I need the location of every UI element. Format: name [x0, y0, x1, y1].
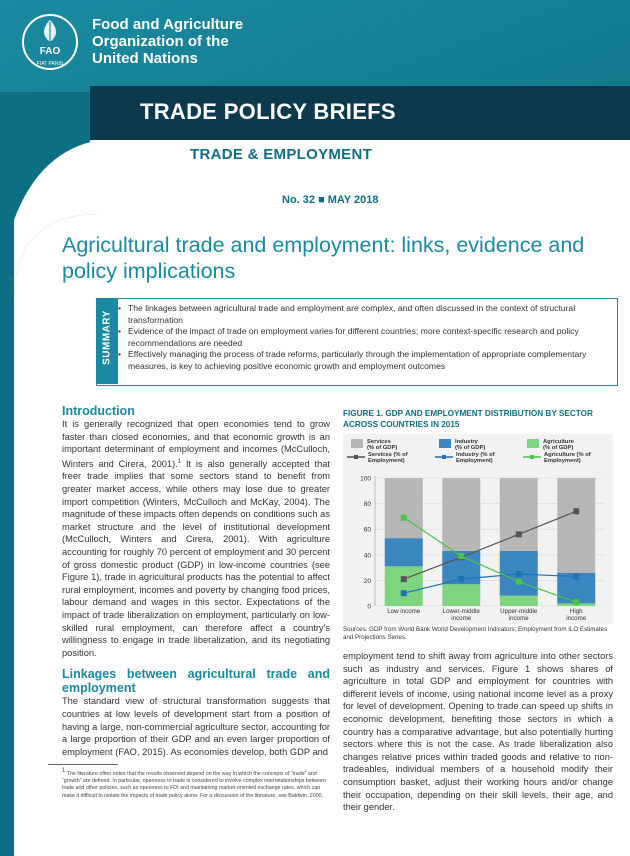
legend-swatch [527, 439, 539, 448]
x-tick-label: income [451, 615, 472, 622]
legend-label: Industry (% of [456, 452, 495, 458]
bar-segment [442, 478, 480, 551]
series-point [458, 553, 464, 559]
series-line [404, 574, 577, 593]
linkages-paragraph: The standard view of structural transformation suggests that countries at low levels of development start from a position of having a large, non-commercial agriculture sector, accounting for a large proportion of their GDP and an even larger proportion of employment (FAO, 2015). As economies develop, both GDP and [62, 696, 330, 757]
x-tick-label: Low income [387, 608, 421, 615]
y-tick-label: 80 [363, 501, 371, 509]
x-tick-label: income [508, 615, 529, 622]
bar-segment [385, 566, 423, 606]
intro-text-2: It is also generally accepted that freer trade implies that some sectors stand to benefit from greater market access, while others may lose due to greater import competition (Winters, McCulloch and McKay, 2004). The magnitude of these impacts often depends on conditions such as market structure and the level of institutional development (McCulloch, Winters and Cirera, 2001). With agriculture accounting for roughly 70 percent of employment and 30 percent of gross domestic product (GDP) in low-income countries (see Figure 1), trade in agricultural products has the potential to affect rural employment, incomes and poverty by changing food prices, labour demand and wages in this sector. Expectations of the impact of trade liberalization on employment, particularly on low-skilled rural employment, can therefore affect a country's willingness to engage in trade liberalization, and its negotiating position. [62, 458, 330, 658]
series-point [516, 531, 522, 537]
linkages-heading: Linkages between agricultural trade and employment [62, 667, 330, 696]
series-point [573, 599, 579, 605]
summary-label: SUMMARY [101, 310, 113, 365]
org-line-3: United Nations [92, 50, 198, 67]
legend-label-2: Employment) [456, 458, 493, 464]
logo-motto: FIAT PANIS [36, 61, 64, 67]
intro-heading: Introduction [62, 404, 135, 418]
series-point [458, 576, 464, 582]
summary-item: • Effectively managing the process of trade reforms, particularly through the implementation of appropriate complementary measures, is key to achieving positive economic growth and employment outcomes [118, 349, 608, 372]
legend-label-2: Employment) [544, 458, 581, 464]
series-point [573, 508, 579, 514]
y-tick-label: 40 [363, 552, 371, 560]
legend-label-2: (% of GDP) [455, 445, 486, 451]
bar-segment [500, 596, 538, 606]
legend-label-2: (% of GDP) [543, 445, 574, 451]
legend-label: Services [367, 439, 391, 445]
x-tick-label: income [566, 615, 587, 622]
series-point [401, 576, 407, 582]
series-point [516, 579, 522, 585]
bar-segment [442, 584, 480, 606]
y-tick-label: 0 [367, 603, 371, 611]
figure-title: FIGURE 1. GDP AND EMPLOYMENT DISTRIBUTION BY SECTOR ACROSS COUNTRIES IN 2015 [343, 409, 593, 429]
chart-svg [343, 434, 613, 624]
y-tick-label: 100 [360, 475, 371, 483]
summary-item: • Evidence of the impact of trade on employment varies for different countries; more context-specific research and policy recommendations are needed [118, 326, 608, 349]
y-tick-label: 20 [363, 577, 371, 585]
org-line-1: Food and Agriculture [92, 16, 244, 33]
logo-text: FAO [39, 46, 61, 57]
footnote-divider [48, 764, 118, 765]
series-line [404, 518, 577, 602]
legend-swatch [351, 439, 363, 448]
legend-label: Industry [455, 439, 478, 445]
intro-text-1: It is generally recognized that open economies tend to grow faster than closed economies, and that economic growth is an important determinant of employment and incomes (McCulloch, Winters and Cirera, 2001). [62, 419, 330, 469]
legend-marker [354, 455, 358, 459]
legend-marker [530, 455, 534, 459]
series-subtitle: TRADE & EMPLOYMENT [190, 146, 373, 163]
legend-label: Agriculture [543, 439, 574, 445]
bar-segment [385, 478, 423, 538]
legend-label: Agriculture (% of [544, 452, 591, 458]
series-point [401, 515, 407, 521]
page-title: Agricultural trade and employment: links, evidence and policy implications [62, 233, 585, 283]
bar-segment [385, 538, 423, 566]
left-column [62, 404, 330, 758]
legend-label: Services (% of [368, 452, 408, 458]
footnote [62, 768, 332, 800]
legend-swatch [439, 439, 451, 448]
x-tick-label: Upper-middle [500, 608, 538, 615]
legend-label-2: (% of GDP) [367, 445, 398, 451]
legend-label-2: Employment) [368, 458, 405, 464]
legend-marker [442, 455, 446, 459]
right-column-text: employment tend to shift away from agriculture into other sectors such as industry and services. Figure 1 shows shares of agriculture in total GDP and employment for countries with different levels of income, using national income level as a proxy for level of development. Opening to trade can speed up shifts in economic development, benefiting those sectors in which a country has a comparative advantage, but also potentially hurting sectors where this is not the case. As trade liberalization also changes relative prices within traded goods and relative to non-tradeables, individual members of a household modify their consumption basket, adjust their working hours and/or change their occupation, depending on their skill levels, their age, and their gender. [343, 651, 613, 813]
org-line-2: Organization of the [92, 33, 229, 50]
series-point [516, 571, 522, 577]
bar-segment [557, 478, 595, 573]
figure-sources: Sources: GDP from World Bank World Development Indicators; Employment from ILO Estimates and Projections Series. [343, 626, 608, 641]
footnote-mark: 1 [62, 768, 66, 774]
summary-item: • The linkages between agricultural trade and employment are complex, and often discussed in the context of structural transformation [118, 303, 608, 326]
footnote-text: The literature often notes that the results observed depend on the way in which the concepts of “trade” and “growth” are defined. In particular, openness to trade is considered to involve complex interrelationships between trade and other policies, such as openness to FDI and maintaining market-oriented exchange rates, which can make it difficult to isolate the impacts of trade policy alone. For a discussion of the literature, see Baldwin, 2000. [62, 770, 326, 799]
series-point [401, 590, 407, 596]
summary-tab [96, 298, 118, 384]
x-tick-label: High [569, 608, 583, 615]
series-title: TRADE POLICY BRIEFS [140, 99, 396, 124]
issue-info: No. 32 ■ MAY 2018 [282, 194, 379, 206]
summary-list [118, 303, 608, 372]
x-tick-label: Lower-middle [442, 608, 480, 615]
series-point [573, 574, 579, 580]
intro-paragraph [62, 418, 330, 659]
chart-area [343, 434, 613, 624]
footnote-ref[interactable]: 1 [177, 458, 182, 465]
y-tick-label: 60 [363, 526, 371, 534]
